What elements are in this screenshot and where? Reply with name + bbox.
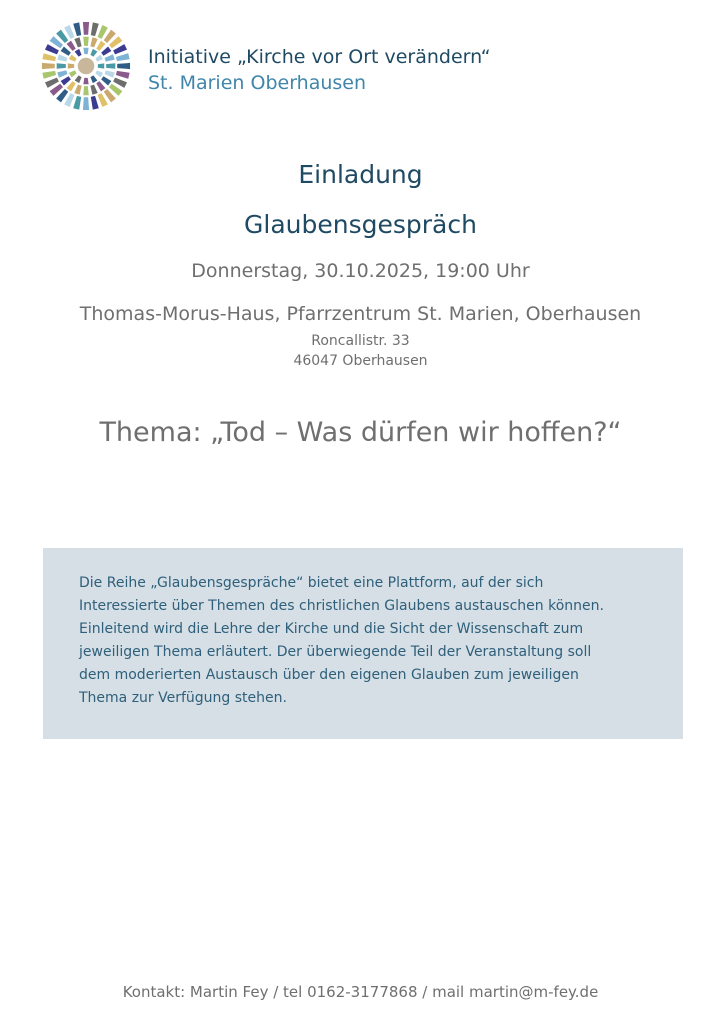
description-box xyxy=(43,548,683,739)
logo-ray xyxy=(83,97,89,110)
logo-ray xyxy=(75,49,82,57)
description-line: Thema zur Verfügung stehen. xyxy=(79,690,287,706)
sunburst-logo-icon xyxy=(40,20,132,112)
logo-ray xyxy=(74,85,81,95)
logo-ray xyxy=(106,63,115,69)
logo-ray xyxy=(57,63,66,69)
event-date: Donnerstag, 30.10.2025, 19:00 Uhr xyxy=(191,260,530,282)
logo-ray xyxy=(42,63,55,69)
event-topic: Thema: „Tod – Was dürfen wir hoffen?“ xyxy=(99,417,622,448)
logo-ray xyxy=(57,70,67,77)
description-line: Einleitend wird die Lehre der Kirche und die Sicht der Wissenschaft zum xyxy=(79,621,584,637)
organization-title: Initiative „Kirche vor Ort verändern“ xyxy=(148,46,491,68)
logo-ray xyxy=(101,47,111,56)
description-line: Die Reihe „Glaubensgespräche“ bietet eine Plattform, auf der sich xyxy=(79,575,544,591)
event-venue: Thomas-Morus-Haus, Pfarrzentrum St. Marien, Oberhausen xyxy=(79,303,642,325)
logo-ray xyxy=(83,48,88,54)
logo-ray xyxy=(42,71,56,79)
logo-ray xyxy=(105,70,115,77)
logo-ray xyxy=(116,71,130,79)
logo-center xyxy=(78,58,95,75)
description-line: jeweiligen Thema erläutert. Der überwiegende Teil der Veranstaltung soll xyxy=(79,644,592,660)
venue-city: 46047 Oberhausen xyxy=(293,353,428,369)
logo-ray xyxy=(61,76,71,85)
description-line: Interessierte über Themen des christlichen Glaubens austauschen können. xyxy=(79,598,604,614)
logo-ray xyxy=(67,41,76,51)
logo-ray xyxy=(98,63,104,68)
logo-ray xyxy=(95,55,103,62)
logo-ray xyxy=(95,70,103,77)
organization-name xyxy=(148,44,491,96)
logo-ray xyxy=(83,22,89,35)
logo-ray xyxy=(74,37,81,47)
logo-ray xyxy=(101,76,111,85)
invitation-heading: Einladung xyxy=(298,160,423,189)
logo-ray xyxy=(90,75,97,83)
description-line: dem moderierten Austausch über den eigenen Glauben zum jeweiligen xyxy=(79,667,579,683)
logo-ray xyxy=(91,22,99,36)
logo-ray xyxy=(73,96,81,110)
logo-ray xyxy=(90,85,97,95)
event-title: Glaubensgespräch xyxy=(244,210,477,239)
logo-ray xyxy=(83,37,89,46)
logo-ray xyxy=(69,55,77,62)
logo-ray xyxy=(67,81,76,91)
logo-ray xyxy=(69,70,77,77)
venue-street: Roncallistr. 33 xyxy=(311,333,410,349)
logo-ray xyxy=(73,22,81,36)
parish-name: St. Marien Oberhausen xyxy=(148,72,367,94)
logo-ray xyxy=(75,75,82,83)
logo-ray xyxy=(90,49,97,57)
logo-ray xyxy=(83,86,89,95)
logo-ray xyxy=(68,63,74,68)
logo-ray xyxy=(117,63,130,69)
logo-ray xyxy=(116,53,130,61)
logo-ray xyxy=(96,81,105,91)
logo-ray xyxy=(83,78,88,84)
logo-ray xyxy=(90,37,97,47)
logo-ray xyxy=(105,54,115,61)
contact-info: Kontakt: Martin Fey / tel 0162-3177868 / mail martin@m-fey.de xyxy=(122,983,599,1001)
logo-ray xyxy=(91,96,99,110)
logo-ray xyxy=(96,41,105,51)
logo-ray xyxy=(42,53,56,61)
logo-ray xyxy=(57,54,67,61)
logo-ray xyxy=(61,47,71,56)
